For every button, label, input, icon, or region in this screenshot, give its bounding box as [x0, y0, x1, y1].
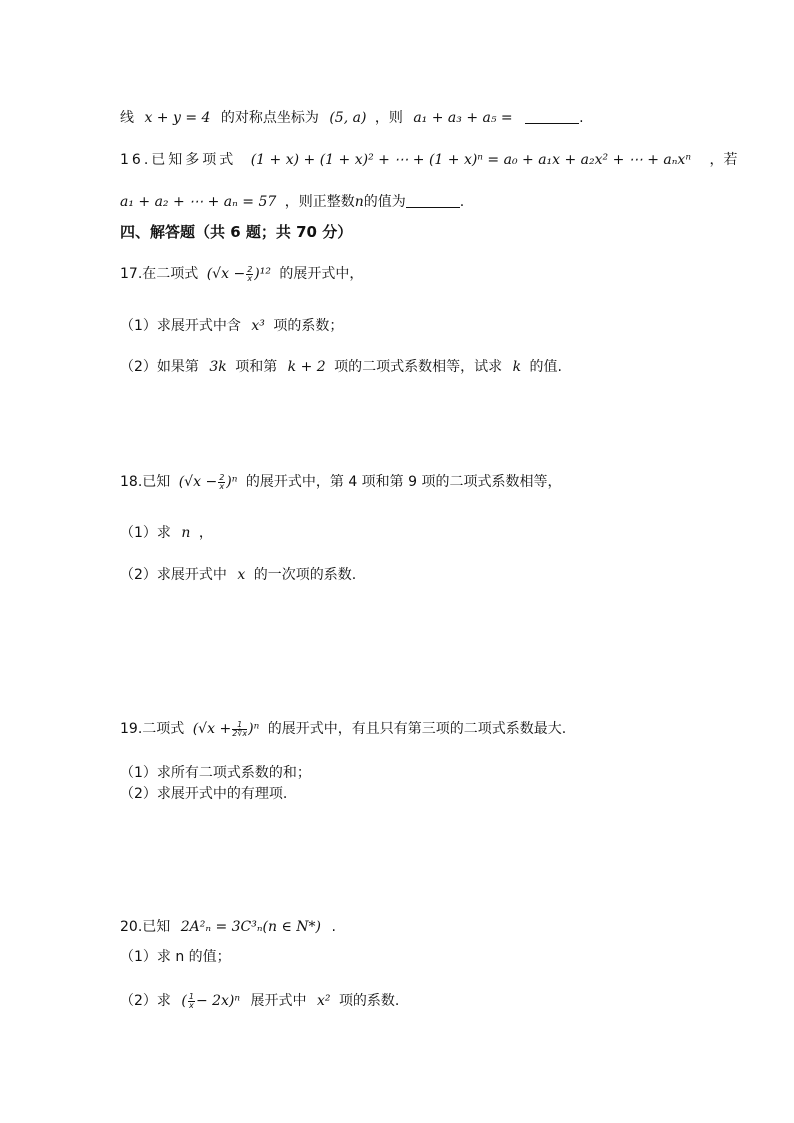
q16-ask: ，则正整数 [284, 194, 355, 210]
q17-p1-tail: 项的系数； [273, 318, 344, 334]
q20-line [120, 917, 336, 937]
q19-label: 19.二项式 [120, 721, 185, 737]
q17-p2-k: k [512, 359, 522, 375]
q18-label: 18.已知 [120, 474, 171, 490]
q18-tail: 的展开式中，第 4 项和第 9 项的二项式系数相等， [245, 474, 562, 490]
q18-p1-label: （1）求 [120, 525, 171, 541]
q18-fraction [218, 474, 225, 491]
q19-part-2: （2）求展开式中的有理项. [120, 786, 288, 802]
q17-line [120, 264, 363, 284]
q17-p2-label: （2）如果第 [120, 359, 199, 375]
q20-part-2 [120, 991, 399, 1011]
q18-frac-num: 2 [219, 472, 225, 482]
q15-then: ，则 [374, 110, 403, 126]
q16-ask2: 的值为 [363, 194, 406, 210]
q18-p1-n: n [181, 525, 191, 541]
q18-line [120, 472, 562, 492]
q15-period: . [579, 110, 584, 126]
q17-part-2 [120, 357, 562, 377]
q15-mid-text: 的对称点坐标为 [220, 110, 319, 126]
q20-p2-mid: 展开式中 [250, 993, 307, 1009]
q15-answer-blank [525, 110, 579, 124]
q17-frac-den: x [247, 273, 253, 283]
q20-frac-den: x [189, 1000, 194, 1010]
q19-tail: 的展开式中，有且只有第三项的二项式系数最大. [267, 721, 567, 737]
q16-n: n [354, 194, 364, 210]
q15-line-equation: x + y = 4 [144, 110, 211, 126]
q18-frac-den: x [219, 481, 225, 491]
q19-part-1: （1）求所有二项式系数的和； [120, 765, 311, 781]
q17-p1-term: x³ [251, 318, 265, 334]
q18-part-2 [120, 565, 356, 585]
q19-frac-den: 2∜x [232, 728, 248, 738]
q17-part-1 [120, 316, 343, 336]
q16-period: . [459, 194, 465, 210]
q20-part-1: （1）求 n 的值； [120, 949, 231, 965]
q16-line-2 [120, 192, 464, 212]
q16-answer-blank [406, 194, 460, 208]
q18-p1-tail: ， [198, 525, 213, 541]
q17-p2-b: k + 2 [287, 359, 326, 375]
q15-point: (5, a) [329, 110, 367, 126]
q20-expression: 2A²ₙ = 3C³ₙ(n ∈ N*) [180, 919, 322, 935]
q19-expr-base: (√x + [192, 721, 232, 737]
q19-line [120, 719, 566, 739]
q20-label: 20.已知 [120, 919, 171, 935]
q20-p2-expr: − 2x)ⁿ [195, 993, 241, 1009]
q20-p2-tail: 项的系数. [338, 993, 400, 1009]
q17-p2-tail: 的值. [529, 359, 562, 375]
q20-p2-term: x² [316, 993, 331, 1009]
q18-expr-base: (√x − [178, 474, 218, 490]
q17-p2-a: 3k [209, 359, 227, 375]
q18-expr-end: )ⁿ [226, 474, 238, 490]
q16-label: 16.已知多项式 [120, 152, 237, 168]
q15-expression: a₁ + a₃ + a₅ = [413, 110, 513, 126]
q17-label: 17.在二项式 [120, 266, 199, 282]
q16-expression: (1 + x) + (1 + x)² + ⋯ + (1 + x)ⁿ = a₀ + a₁x + a₂x² + ⋯ + aₙxⁿ [250, 152, 691, 168]
q19-fraction [232, 721, 247, 738]
q16-condition: a₁ + a₂ + ⋯ + aₙ = 57 [120, 194, 277, 210]
q17-p2-mid2: 项的二项式系数相等，试求 [334, 359, 503, 375]
q20-frac-num: 1 [188, 991, 194, 1001]
q18-p2-x: x [237, 567, 246, 583]
q19-frac-num: 1 [232, 721, 247, 730]
q17-expr-end: )¹² [254, 266, 271, 282]
q18-p2-label: （2）求展开式中 [120, 567, 227, 583]
q17-expr-base: (√x − [206, 266, 246, 282]
q18-p2-tail: 的一次项的系数. [253, 567, 357, 583]
q17-fraction [246, 266, 253, 283]
q18-part-1 [120, 523, 213, 543]
q17-tail: 的展开式中， [279, 266, 364, 282]
q15-line [120, 108, 584, 128]
q15-prefix: 线 [120, 110, 134, 126]
q17-p2-mid: 项和第 [235, 359, 278, 375]
q20-fraction [188, 993, 195, 1010]
q20-period: . [331, 919, 336, 935]
q19-expr-end: )ⁿ [248, 721, 260, 737]
q20-p2-open: ( [181, 993, 187, 1009]
q20-p2-label: （2）求 [120, 993, 171, 1009]
q17-p1-label: （1）求展开式中含 [120, 318, 241, 334]
q17-frac-num: 2 [247, 264, 253, 274]
q16-line-1 [120, 150, 737, 170]
section-heading: 四、解答题（共 6 题；共 70 分） [120, 223, 353, 241]
q16-ruo: ，若 [709, 152, 738, 168]
